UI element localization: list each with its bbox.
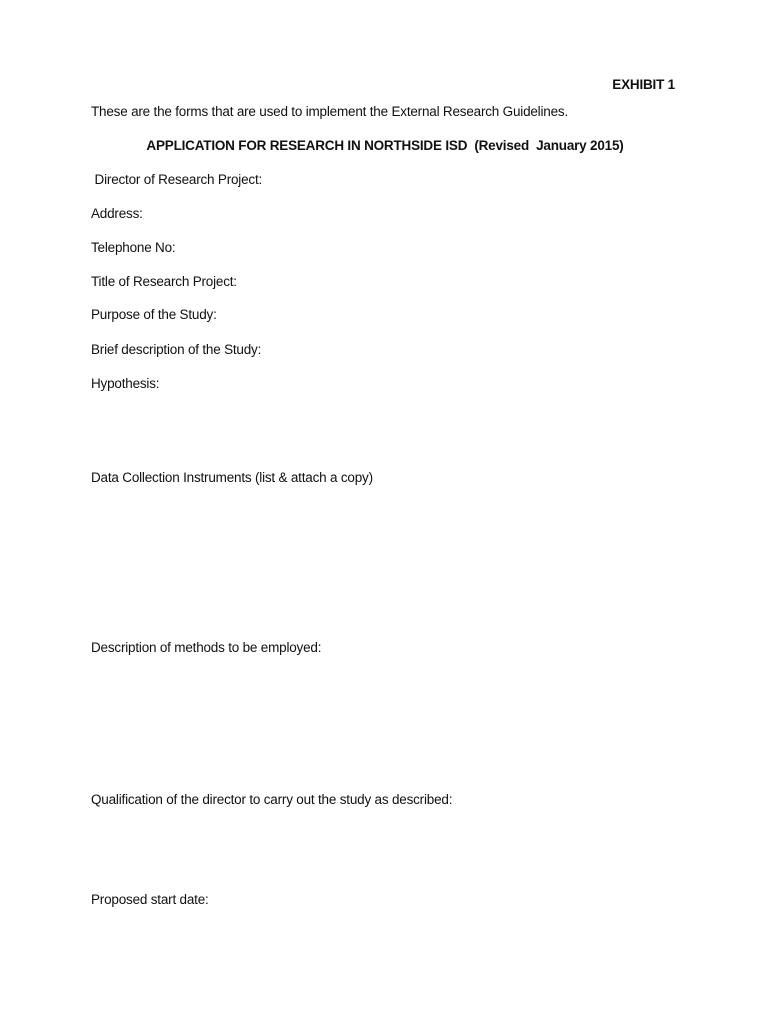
field-hypothesis: Hypothesis: [91,376,160,391]
form-title [0,138,770,154]
field-qualification: Qualification of the director to carry out the study as described: [91,792,453,807]
field-description: Brief description of the Study: [91,342,262,357]
field-purpose: Purpose of the Study: [91,307,217,322]
field-start-date: Proposed start date: [91,892,209,907]
field-methods: Description of methods to be employed: [91,640,322,655]
field-data-collection: Data Collection Instruments (list & attach a copy) [91,470,373,485]
field-telephone: Telephone No: [91,240,176,255]
field-title: Title of Research Project: [91,274,237,289]
intro-text: These are the forms that are used to implement the External Research Guidelines. [91,104,569,119]
field-address: Address: [91,206,143,221]
exhibit-label: EXHIBIT 1 [612,77,675,92]
form-title-text: APPLICATION FOR RESEARCH IN NORTHSIDE ISD (Revised January 2015) [146,138,624,153]
field-director: Director of Research Project: [91,172,263,187]
